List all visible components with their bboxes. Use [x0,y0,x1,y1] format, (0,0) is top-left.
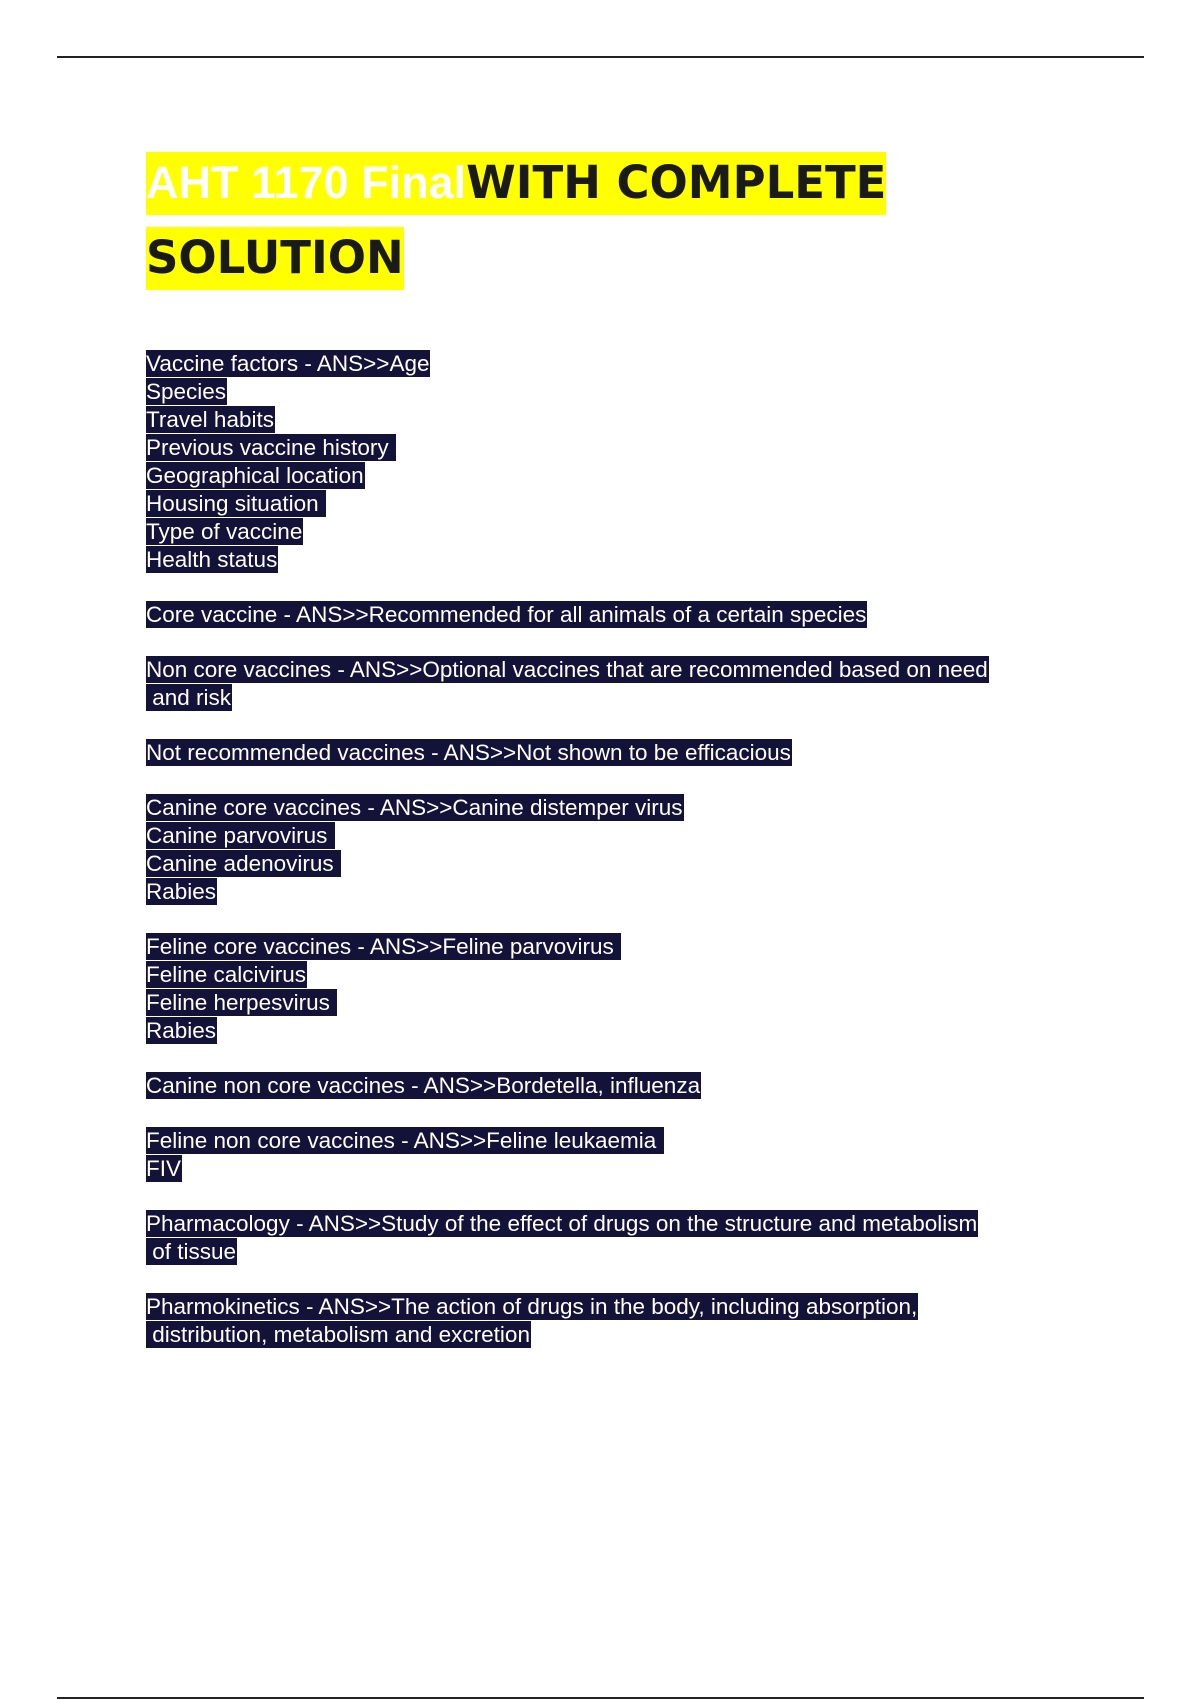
qa-line-text: Canine non core vaccines - ANS>>Bordetella, influenza [146,1073,701,1098]
qa-entry [146,794,1096,906]
qa-line-text: and risk [146,685,232,710]
qa-entry [146,1293,1096,1349]
qa-line [146,1072,1096,1100]
qa-line-text: Health status [146,547,278,572]
qa-line [146,378,1096,406]
qa-line-text: Canine parvovirus [146,823,334,848]
qa-line [146,1238,1096,1266]
qa-line [146,518,1096,546]
title-main-line1: WITH COMPLETE [466,156,887,209]
qa-line-text: of tissue [146,1239,237,1264]
qa-line-text: Canine core vaccines - ANS>>Canine distemper virus [146,795,683,820]
qa-content [146,350,1096,1376]
qa-line [146,1293,1096,1321]
qa-entry [146,1210,1096,1266]
qa-entry [146,739,1096,767]
qa-line-text: Housing situation [146,491,325,516]
qa-line [146,878,1096,906]
qa-entry [146,656,1096,712]
title-main-line2: SOLUTION [146,227,404,290]
qa-line [146,1321,1096,1349]
qa-entry [146,1127,1096,1183]
top-rule [57,56,1144,58]
qa-line [146,601,1096,629]
qa-line-text: Species [146,379,227,404]
qa-line-text: distribution, metabolism and excretion [146,1322,530,1347]
qa-line [146,406,1096,434]
qa-line-text: Geographical location [146,463,364,488]
bottom-rule [57,1697,1144,1699]
qa-line-text: FIV [146,1156,182,1181]
qa-line [146,822,1096,850]
qa-line-text: Rabies [146,1018,217,1043]
qa-entry [146,601,1096,629]
qa-line [146,1127,1096,1155]
qa-line-text: Pharmacology - ANS>>Study of the effect of drugs on the structure and metabolism [146,1211,978,1236]
qa-line [146,739,1096,767]
qa-line [146,656,1096,684]
qa-line-text: Non core vaccines - ANS>>Optional vaccines that are recommended based on need [146,657,988,682]
qa-line [146,961,1096,989]
qa-line-text: Travel habits [146,407,274,432]
qa-line [146,1017,1096,1045]
qa-line-text: Previous vaccine history [146,435,395,460]
qa-line-text: Rabies [146,879,217,904]
qa-line-text: Canine adenovirus [146,851,340,876]
qa-entry [146,350,1096,574]
qa-line [146,850,1096,878]
qa-line-text: Core vaccine - ANS>>Recommended for all animals of a certain species [146,602,867,627]
qa-entry [146,933,1096,1045]
qa-line [146,1210,1096,1238]
qa-line-text: Feline herpesvirus [146,990,337,1015]
title-faded-text: AHT 1170 Final [146,157,467,208]
qa-line-text: Type of vaccine [146,519,303,544]
qa-line [146,546,1096,574]
qa-line [146,490,1096,518]
qa-line-text: Feline calcivirus [146,962,307,987]
qa-line [146,933,1096,961]
qa-line-text: Vaccine factors - ANS>>Age [146,351,430,376]
qa-line [146,794,1096,822]
qa-line [146,462,1096,490]
qa-line [146,350,1096,378]
qa-line-text: Not recommended vaccines - ANS>>Not shown to be efficacious [146,740,791,765]
qa-line [146,434,1096,462]
qa-line-text: Feline core vaccines - ANS>>Feline parvovirus [146,934,620,959]
qa-line [146,989,1096,1017]
qa-entry [146,1072,1096,1100]
document-title [146,145,1046,295]
qa-line [146,1155,1096,1183]
qa-line-text: Pharmokinetics - ANS>>The action of drugs in the body, including absorption, [146,1294,918,1319]
qa-line-text: Feline non core vaccines - ANS>>Feline leukaemia [146,1128,663,1153]
qa-line [146,684,1096,712]
